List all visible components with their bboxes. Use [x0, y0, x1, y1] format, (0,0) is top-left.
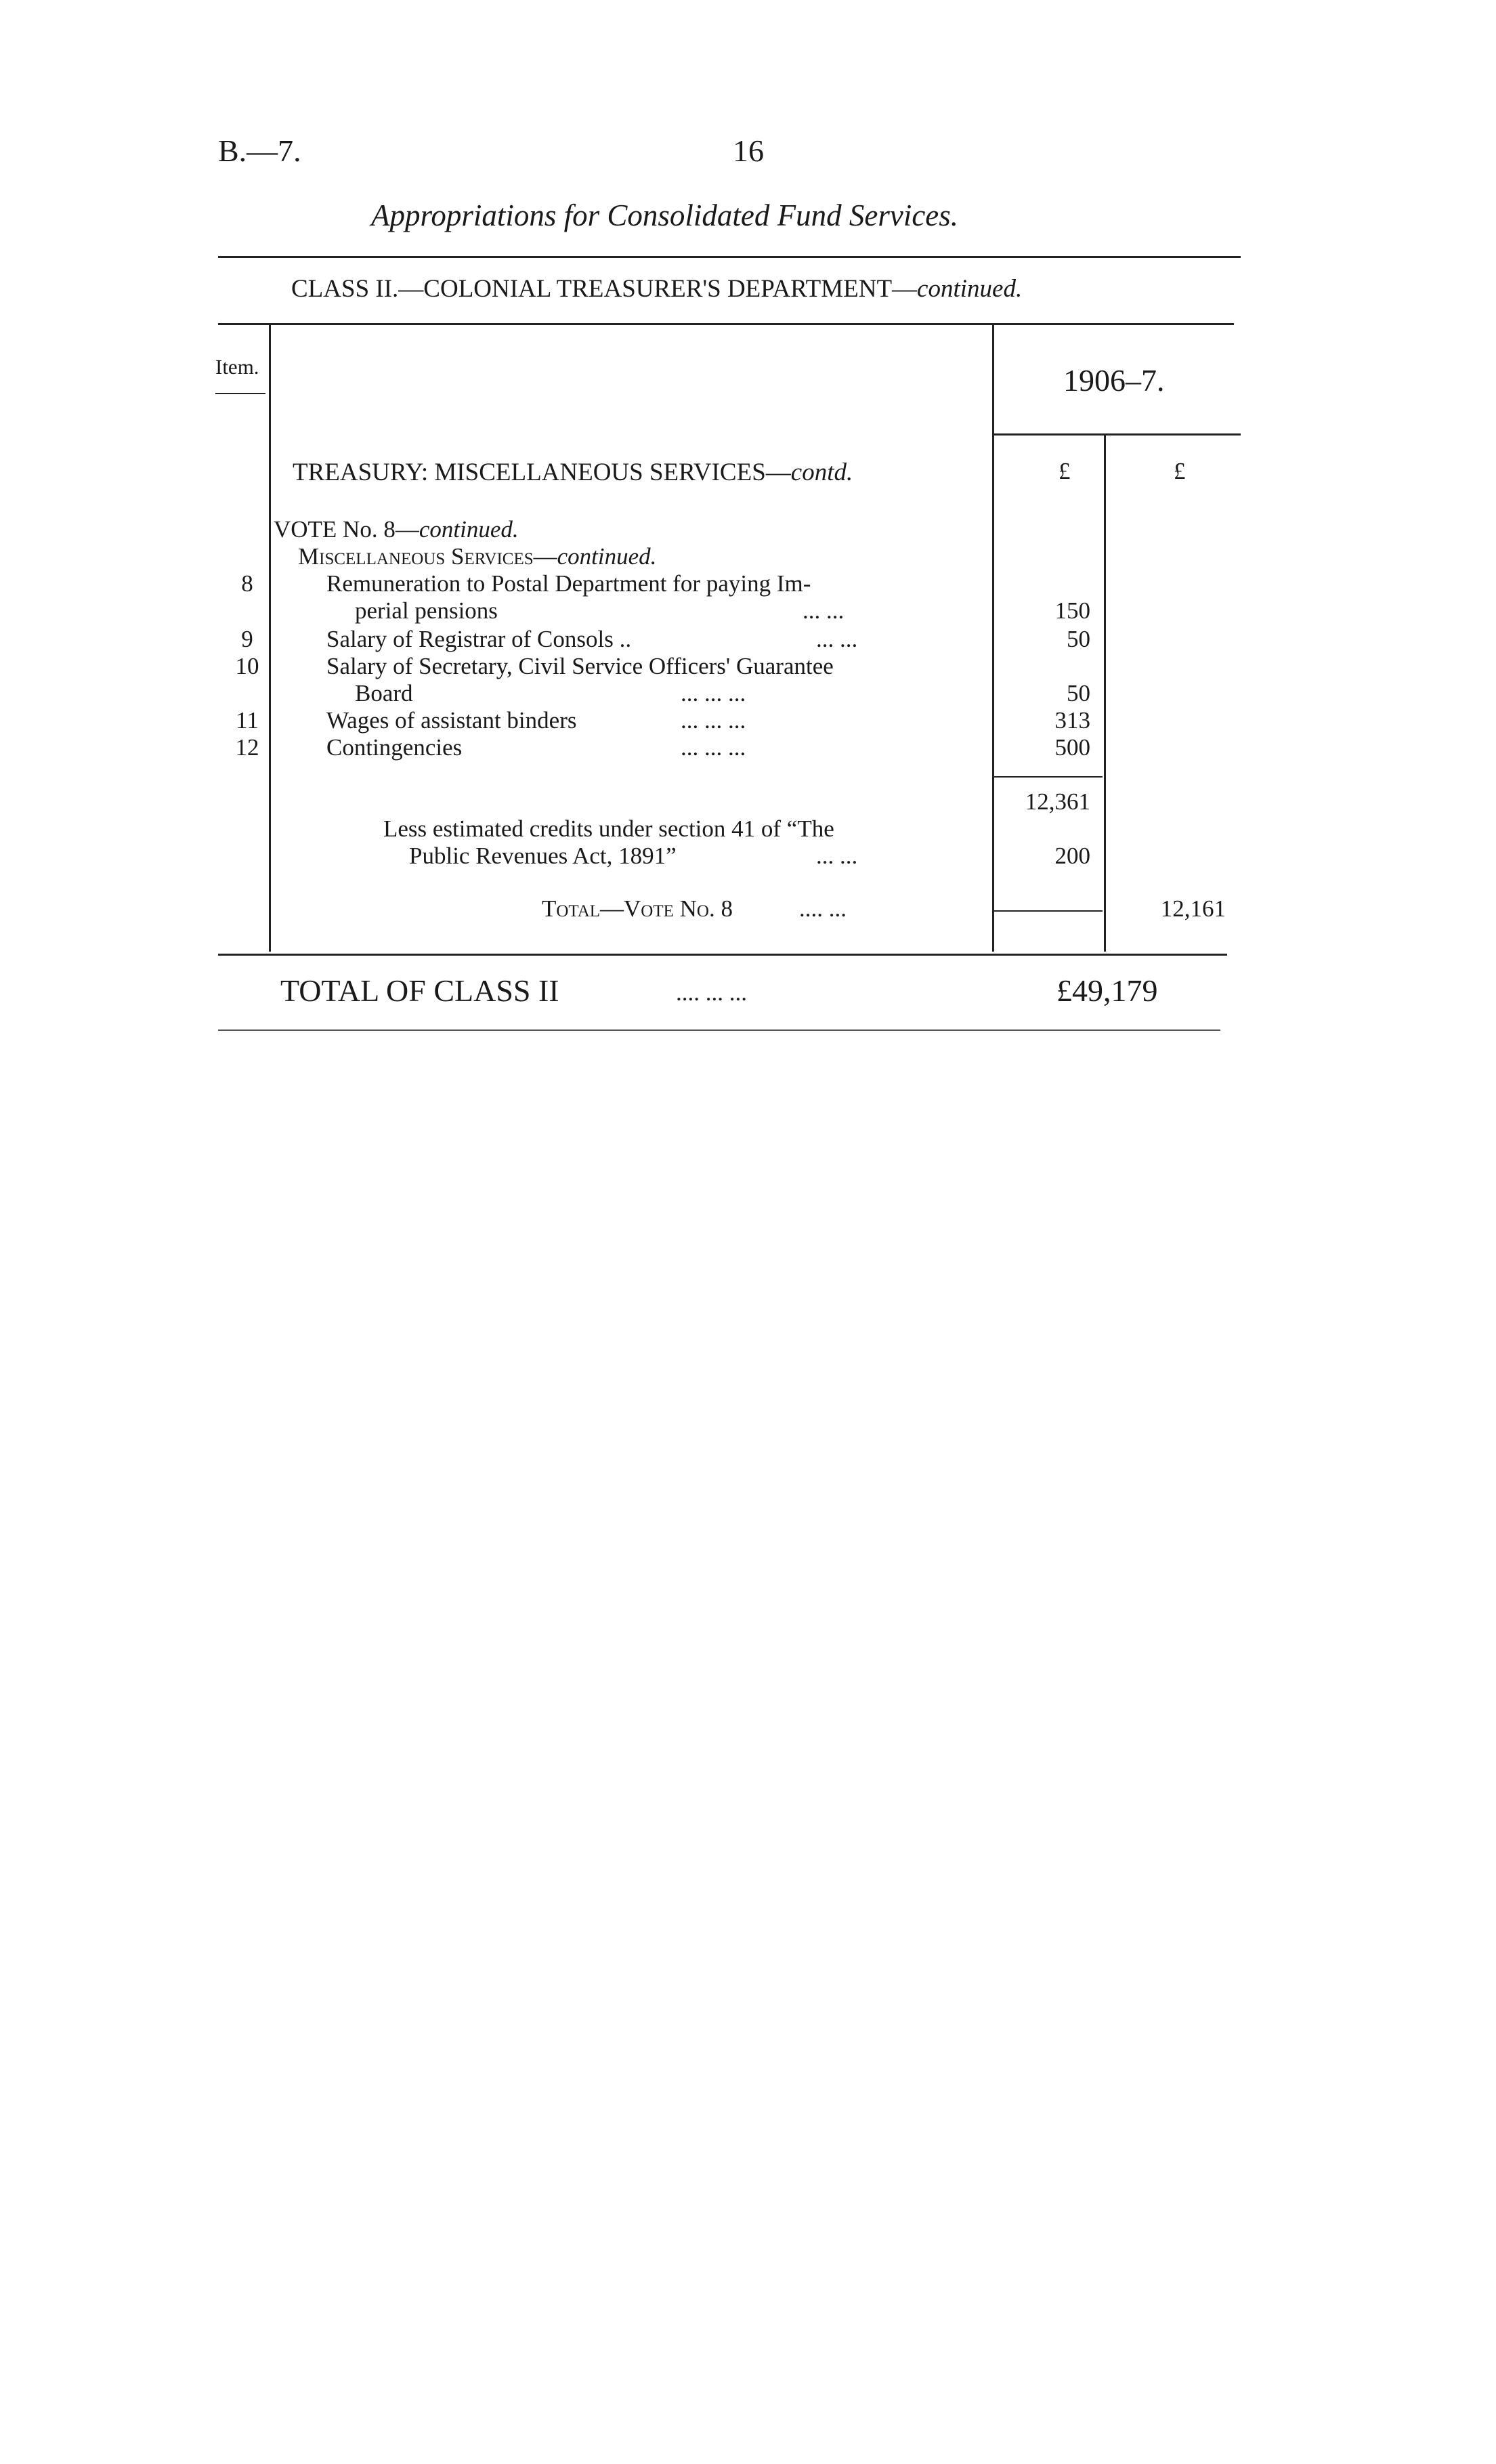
amount-split-rule	[1104, 436, 1106, 952]
grand-total-amount: £49,179	[1056, 973, 1158, 1008]
row-8-dots: ... ...	[803, 597, 845, 624]
subsection-title-italic: continued.	[557, 543, 657, 570]
item-number-11: 11	[236, 707, 259, 734]
currency-symbol-1: £	[1059, 458, 1071, 484]
less-credits-line1: Less estimated credits under section 41 of “The	[383, 815, 834, 842]
vote-total-dots: .... ...	[799, 895, 847, 922]
row-12-dots: ... ... ...	[681, 734, 746, 761]
item-header-underline	[215, 393, 265, 394]
table-bottom-rule	[218, 954, 1227, 956]
subsection-title	[298, 543, 656, 570]
vote-title	[274, 516, 519, 543]
item-number-12: 12	[235, 734, 259, 761]
row-10-dots: ... ... ...	[681, 680, 746, 706]
row-10-desc-line2: Board	[355, 680, 413, 706]
section-title-main: TREASURY: MISCELLANEOUS SERVICES—	[293, 459, 791, 486]
row-9-desc-line1: Salary of Registrar of Consols ..	[326, 626, 632, 652]
year-header: 1906–7.	[1063, 363, 1165, 398]
row-8-desc-line1: Remuneration to Postal Department for paying Im-	[326, 570, 811, 597]
vote-total-rule	[994, 910, 1103, 912]
page-number: 16	[733, 133, 764, 168]
row-10-desc-line1: Salary of Secretary, Civil Service Officers' Guarantee	[326, 653, 834, 679]
item-header: Item.	[215, 355, 259, 379]
page-heading: Appropriations for Consolidated Fund Services.	[371, 198, 959, 232]
class-heading-italic: continued.	[917, 275, 1023, 303]
section-title-italic: contd.	[790, 459, 853, 486]
grand-total-dots: .... ... ...	[676, 979, 747, 1006]
row-11-amount: 313	[1054, 707, 1090, 734]
vote-total-label: Total—Vote No. 8	[542, 895, 733, 922]
row-12-desc-line1: Contingencies	[326, 734, 463, 761]
subtotal-rule	[994, 776, 1103, 778]
row-9-dots: ... ...	[816, 626, 858, 652]
class-heading-main: CLASS II.—COLONIAL TREASURER'S DEPARTMENT—	[291, 275, 918, 303]
rule-top	[218, 256, 1241, 258]
amount-column-rule	[992, 325, 994, 952]
grand-total-label: TOTAL OF CLASS II	[280, 973, 559, 1008]
row-10-amount: 50	[1067, 680, 1090, 706]
less-credits-line2: Public Revenues Act, 1891”	[409, 843, 677, 869]
vote-title-main: VOTE No. 8—	[274, 516, 419, 543]
grand-total-rule	[218, 1029, 1220, 1031]
currency-symbol-2: £	[1174, 458, 1186, 484]
year-header-rule	[994, 433, 1241, 436]
row-11-desc-line1: Wages of assistant binders	[326, 707, 577, 734]
page-ref: B.—7.	[218, 133, 301, 168]
item-number-10: 10	[235, 653, 259, 679]
class-heading	[291, 274, 1022, 303]
row-8-desc-line2: perial pensions	[355, 597, 498, 624]
table-top-rule	[218, 323, 1234, 325]
vote-total-amount: 12,161	[1160, 895, 1226, 922]
vote-title-italic: continued.	[419, 516, 519, 543]
row-9-amount: 50	[1067, 626, 1090, 652]
less-credits-dots: ... ...	[816, 843, 858, 869]
subtotal-amount: 12,361	[1025, 788, 1090, 815]
row-11-dots: ... ... ...	[681, 707, 746, 734]
section-title	[293, 458, 853, 487]
item-number-8: 8	[241, 570, 253, 597]
row-8-amount: 150	[1054, 597, 1090, 624]
subsection-title-main: Miscellaneous Services—	[298, 543, 557, 570]
row-12-amount: 500	[1054, 734, 1090, 761]
item-number-9: 9	[241, 626, 253, 652]
less-credits-amount: 200	[1054, 843, 1090, 869]
